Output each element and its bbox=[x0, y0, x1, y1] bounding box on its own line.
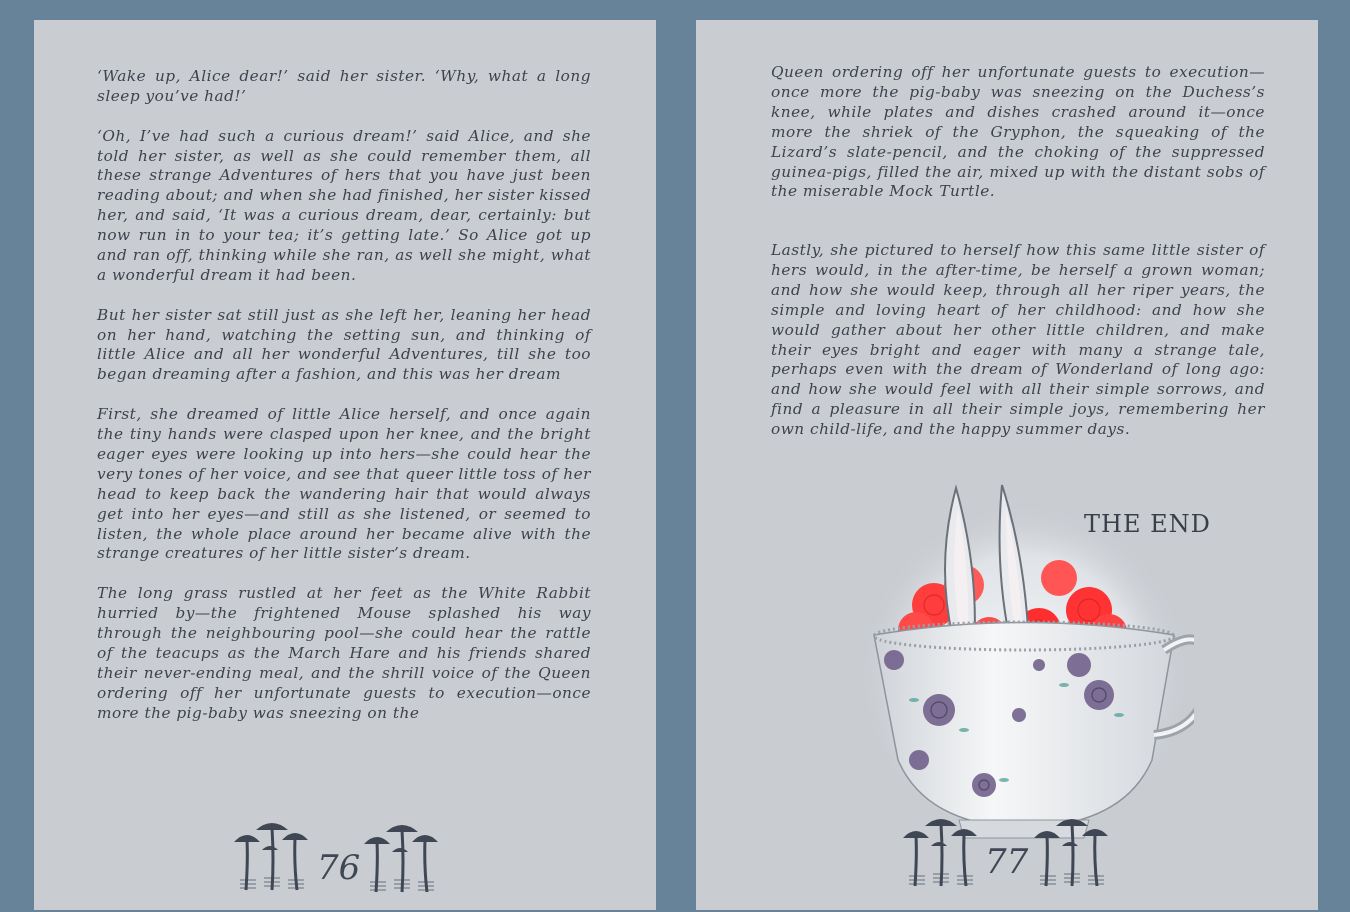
mushroom-cluster-icon bbox=[362, 822, 442, 912]
right-page-text bbox=[771, 241, 1265, 460]
paragraph: The long grass rustled at her feet as the White Rabbit hurried by—the frightened Mouse splashed his way through the neighbouring pool—she could hear the rattle of the teacups as the March Hare and his friends shared their never-ending meal, and the shrill voice of the Queen ordering off her unfortunate guests to execution—once more the pig-baby was sneezing on the bbox=[97, 584, 591, 722]
paragraph: ‘Wake up, Alice dear!’ said her sister. ‘Why, what a long sleep you’ve had!’ bbox=[97, 67, 591, 105]
the-end-heading: THE END bbox=[1084, 510, 1211, 538]
page-number: 76 bbox=[317, 848, 361, 888]
paragraph: But her sister sat still just as she left her, leaning her head on her hand, watching the setting sun, and thinking of little Alice and all her wonderful Adventures, till she too began dreaming after a fashion, and this was her dream bbox=[97, 305, 591, 384]
mushroom-cluster-icon bbox=[901, 816, 981, 906]
mushroom-cluster-icon bbox=[1032, 816, 1112, 906]
right-page-text bbox=[771, 63, 1265, 222]
page-number: 77 bbox=[985, 842, 1029, 882]
mushroom-cluster-icon bbox=[232, 820, 312, 910]
left-page-text bbox=[97, 67, 591, 743]
paragraph: ‘Oh, I’ve had such a curious dream!’ said Alice, and she told her sister, as well as she could remember them, all these strange Adventures of hers that you have just been reading about; and when she had finished, her sister kissed her, and said, ‘It was a curious dream, dear, certainly: but now run in to your tea; it’s getting late.’ So Alice got up and ran off, thinking while she ran, as well she might, what a wonderful dream it had been. bbox=[97, 126, 591, 284]
paragraph: Queen ordering off her unfortunate guests to execution—once more the pig-baby was sneezing on the Duchess’s knee, while plates and dishes crashed around it—once more the shriek of the Gryphon, the squeaking of the Lizard’s slate-pencil, and the choking of the suppressed guinea-pigs, filled the air, mixed up with the distant sobs of the miserable Mock Turtle. bbox=[771, 63, 1265, 201]
paragraph: Lastly, she pictured to herself how this same little sister of hers would, in the after-time, be herself a grown woman; and how she would keep, through all her riper years, the simple and loving heart of her childhood: and how she would gather about her other little children, and make their eyes bright and eager with many a strange tale, perhaps even with the dream of Wonderland of long ago: and how she would feel with all their simple sorrows, and find a pleasure in all their simple joys, remembering her own child-life, and the happy summer days. bbox=[771, 241, 1265, 439]
left-page bbox=[34, 20, 656, 910]
right-page bbox=[696, 20, 1318, 910]
paragraph: First, she dreamed of little Alice herself, and once again the tiny hands were clasped upon her knee, and the bright eager eyes were looking up into hers—she could hear the very tones of her voice, and see that queer little toss of her head to keep back the wandering hair that would always get into her eyes—and still as she listened, or seemed to listen, the whole place around her became alive with the strange creatures of her little sister’s dream. bbox=[97, 405, 591, 563]
